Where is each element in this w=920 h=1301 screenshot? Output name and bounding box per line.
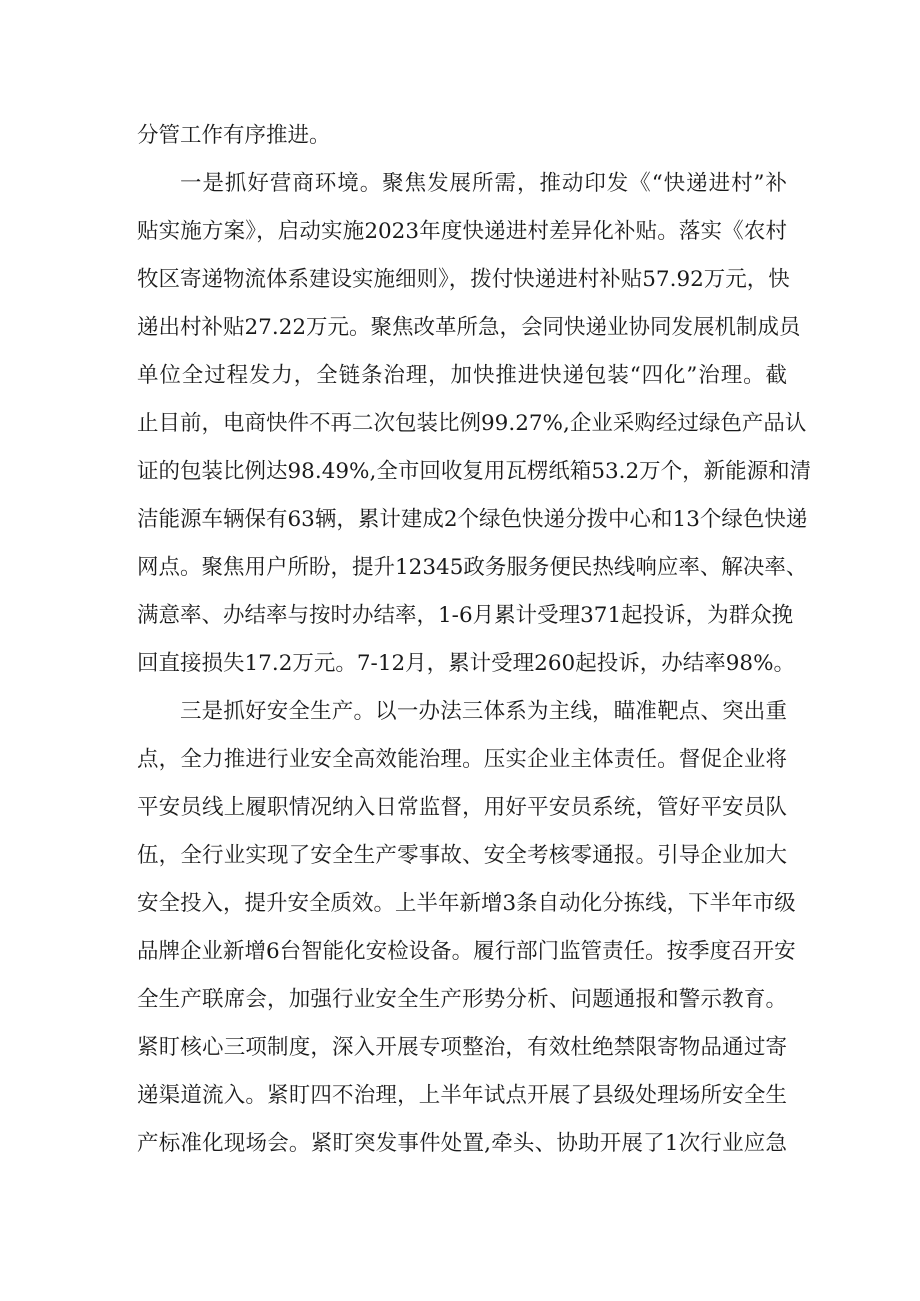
text-line: 安全投入，提升安全质效。上半年新增3条自动化分拣线，下半年市级 — [137, 891, 796, 916]
text-line: 伍，全行业实现了安全生产零事故、安全考核零通报。引导企业加大 — [137, 843, 787, 868]
text-line: 牧区寄递物流体系建设实施细则》，拨付快递进村补贴57.92万元，快 — [137, 267, 790, 292]
text-line: 满意率、办结率与按时办结率，1-6月累计受理371起投诉，为群众挽 — [137, 603, 794, 628]
text-line: 一是抓好营商环境。聚焦发展所需，推动印发《“快递进村”补 — [180, 171, 787, 196]
text-line: 点，全力推进行业安全高效能治理。压实企业主体责任。督促企业将 — [137, 747, 787, 772]
text-line: 证的包装比例达98.49%,全市回收复用瓦楞纸箱53.2万个，新能源和清 — [137, 459, 812, 484]
text-line: 产标准化现场会。紧盯突发事件处置,牵头、协助开展了1次行业应急 — [137, 1131, 787, 1156]
text-line: 三是抓好安全生产。以一办法三体系为主线，瞄准靶点、突出重 — [180, 699, 787, 724]
text-line: 止目前，电商快件不再二次包装比例99.27%,企业采购经过绿色产品认 — [137, 411, 807, 436]
text-line: 递出村补贴27.22万元。聚焦改革所急，会同快递业协同发展机制成员 — [137, 315, 801, 340]
text-line: 平安员线上履职情况纳入日常监督，用好平安员系统，管好平安员队 — [137, 795, 787, 820]
text-line: 递渠道流入。紧盯四不治理，上半年试点开展了县级处理场所安全生 — [137, 1083, 787, 1108]
document-body — [137, 112, 812, 1168]
text-line: 单位全过程发力，全链条治理，加快推进快递包装“四化”治理。截 — [137, 363, 787, 388]
text-line: 回直接损失17.2万元。7-12月，累计受理260起投诉，办结率98%。 — [137, 651, 795, 676]
text-line: 洁能源车辆保有63辆，累计建成2个绿色快递分拨中心和13个绿色快递 — [137, 507, 808, 532]
text-line: 贴实施方案》，启动实施2023年度快递进村差异化补贴。落实《农村 — [137, 219, 787, 244]
text-line: 分管工作有序推进。 — [137, 123, 331, 148]
text-line: 紧盯核心三项制度，深入开展专项整治，有效杜绝禁限寄物品通过寄 — [137, 1035, 787, 1060]
text-line: 全生产联席会，加强行业安全生产形势分析、问题通报和警示教育。 — [137, 987, 787, 1012]
text-line: 品牌企业新增6台智能化安检设备。履行部门监管责任。按季度召开安 — [137, 939, 796, 964]
paragraph-business-environment — [137, 160, 812, 688]
paragraph-safety-production — [137, 688, 796, 1168]
paragraph-continuation — [137, 112, 787, 160]
text-line: 网点。聚焦用户所盼，提升12345政务服务便民热线响应率、解决率、 — [137, 555, 808, 580]
